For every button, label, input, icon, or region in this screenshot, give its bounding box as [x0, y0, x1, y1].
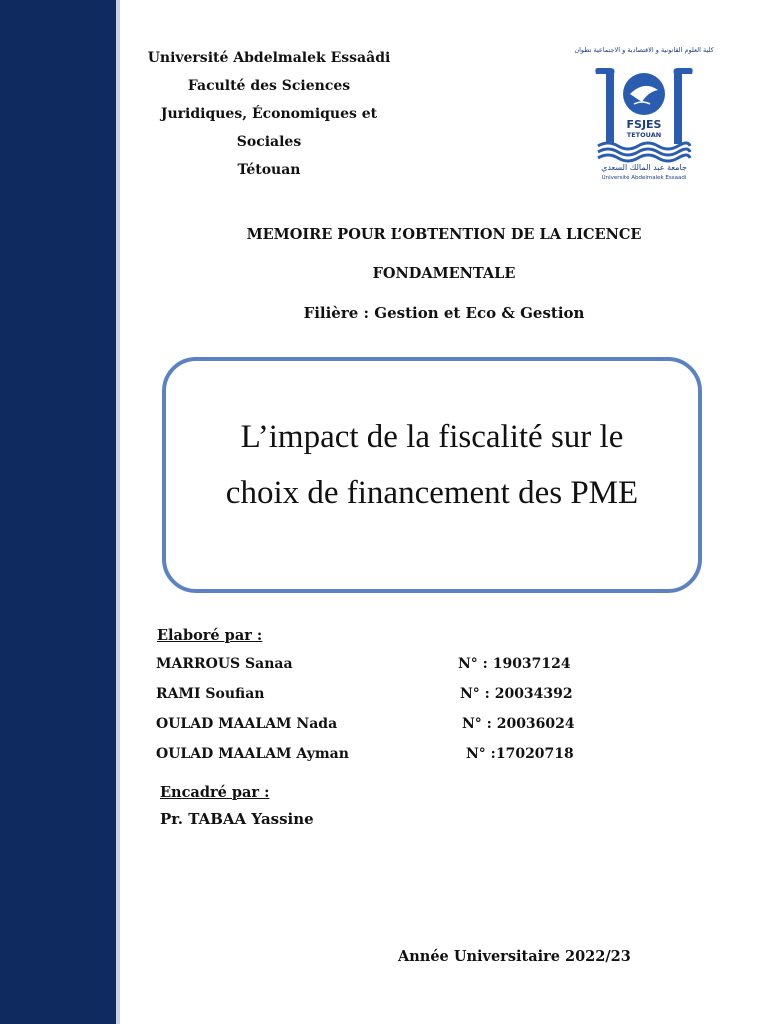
elabore-label: Elaboré par :	[157, 627, 263, 644]
student-number: N° : 20036024	[462, 716, 575, 732]
academic-year: Année Universitaire 2022/23	[398, 948, 631, 965]
student-name: OULAD MAALAM Ayman	[156, 746, 349, 762]
title-box	[162, 357, 702, 593]
thesis-title	[166, 409, 698, 521]
memoire-line-2: FONDAMENTALE	[372, 265, 516, 282]
fsjes-logo	[574, 44, 714, 182]
logo-acronym: FSJES	[626, 118, 662, 131]
supervisor-name: Pr. TABAA Yassine	[160, 810, 314, 828]
logo-city: TETOUAN	[626, 131, 662, 139]
student-name: OULAD MAALAM Nada	[156, 716, 338, 732]
faculty-line-1: Faculté des Sciences	[187, 78, 351, 94]
logo-arabic-bottom: جامعة عبد المالك السعدي	[601, 163, 687, 172]
thesis-title-line-2: choix de financement des PME	[225, 475, 639, 511]
student-name: RAMI Soufian	[156, 686, 265, 702]
student-number: N° :17020718	[466, 746, 574, 762]
logo-latin-bottom: Université Abdelmalek Essaadi	[601, 175, 687, 181]
university-name: Université Abdelmalek Essaâdi	[147, 50, 391, 66]
student-number: N° : 20034392	[460, 686, 573, 702]
memoire-line-1: MEMOIRE POUR L’OBTENTION DE LA LICENCE	[246, 226, 642, 243]
student-number: N° : 19037124	[458, 656, 571, 672]
faculty-line-2: Juridiques, Économiques et	[160, 106, 378, 122]
side-band-edge	[116, 0, 120, 1024]
student-name: MARROUS Sanaa	[156, 656, 293, 672]
filiere: Filière : Gestion et Eco & Gestion	[303, 304, 585, 322]
university-header	[134, 44, 404, 184]
side-band	[0, 0, 116, 1024]
logo-arabic-top: كلية العلوم القانونية و الاقتصادية و الاجتماعية تطوان	[574, 46, 714, 54]
city-name: Tétouan	[237, 162, 301, 178]
faculty-line-3: Sociales	[236, 134, 302, 150]
thesis-title-line-1: L’impact de la fiscalité sur le	[240, 419, 624, 455]
encadre-label: Encadré par :	[160, 784, 270, 801]
